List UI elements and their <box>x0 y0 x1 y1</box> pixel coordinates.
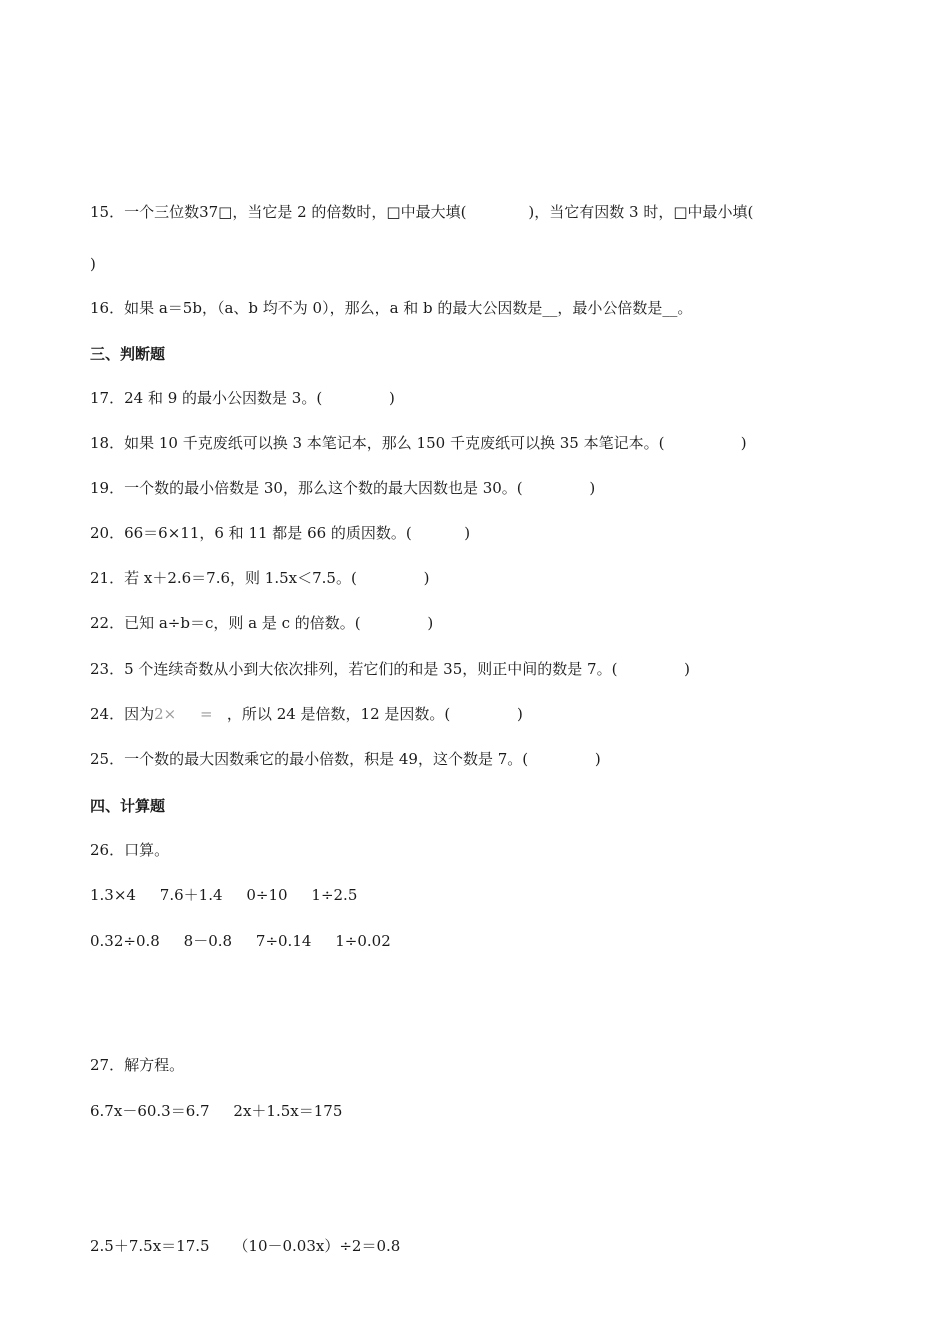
question-20: 20．66＝6×11，6 和 11 都是 66 的质因数。( ) <box>90 524 471 542</box>
question-26: 26．口算。 <box>90 841 170 859</box>
question-27-row-1: 6.7x－60.3＝6.7 2x＋1.5x＝175 <box>90 1102 343 1120</box>
question-25: 25．一个数的最大因数乘它的最小倍数，积是 49，这个数是 7。( ) <box>90 750 601 768</box>
question-27-row-2: 2.5＋7.5x＝17.5 （10－0.03x）÷2＝0.8 <box>90 1237 401 1255</box>
section-heading-calculation: 四、计算题 <box>90 797 166 815</box>
question-24-suffix: ，所以 24 是倍数，12 是因数。( ) <box>212 705 523 723</box>
question-17: 17．24 和 9 的最小公因数是 3。( ) <box>90 389 395 407</box>
question-16: 16．如果 a＝5b，（a、b 均不为 0），那么，a 和 b 的最大公因数是__，最小公倍数是__。 <box>90 299 693 317</box>
question-24 <box>90 704 523 724</box>
question-23: 23．5 个连续奇数从小到大依次排列，若它们的和是 35，则正中间的数是 7。( ) <box>90 660 691 678</box>
question-22: 22．已知 a÷b＝c，则 a 是 c 的倍数。( ) <box>90 614 434 632</box>
question-15-line-1: 15．一个三位数37□，当它是 2 的倍数时，□中最大填( )，当它有因数 3 时，□中最小填( <box>90 203 754 221</box>
question-19: 19．一个数的最小倍数是 30，那么这个数的最大因数也是 30。( ) <box>90 479 596 497</box>
question-24-formula: 2× = <box>154 705 213 723</box>
question-15-line-2: ) <box>90 255 96 273</box>
section-heading-judgment: 三、判断题 <box>90 345 166 363</box>
question-18: 18．如果 10 千克废纸可以换 3 本笔记本，那么 150 千克废纸可以换 35 本笔记本。( ) <box>90 434 747 452</box>
question-24-prefix: 24．因为 <box>90 705 155 723</box>
question-27: 27．解方程。 <box>90 1056 185 1074</box>
question-26-row-1: 1.3×4 7.6＋1.4 0÷10 1÷2.5 <box>90 886 358 904</box>
question-26-row-2: 0.32÷0.8 8－0.8 7÷0.14 1÷0.02 <box>90 932 391 950</box>
question-21: 21．若 x＋2.6＝7.6，则 1.5x＜7.5。( ) <box>90 569 430 587</box>
